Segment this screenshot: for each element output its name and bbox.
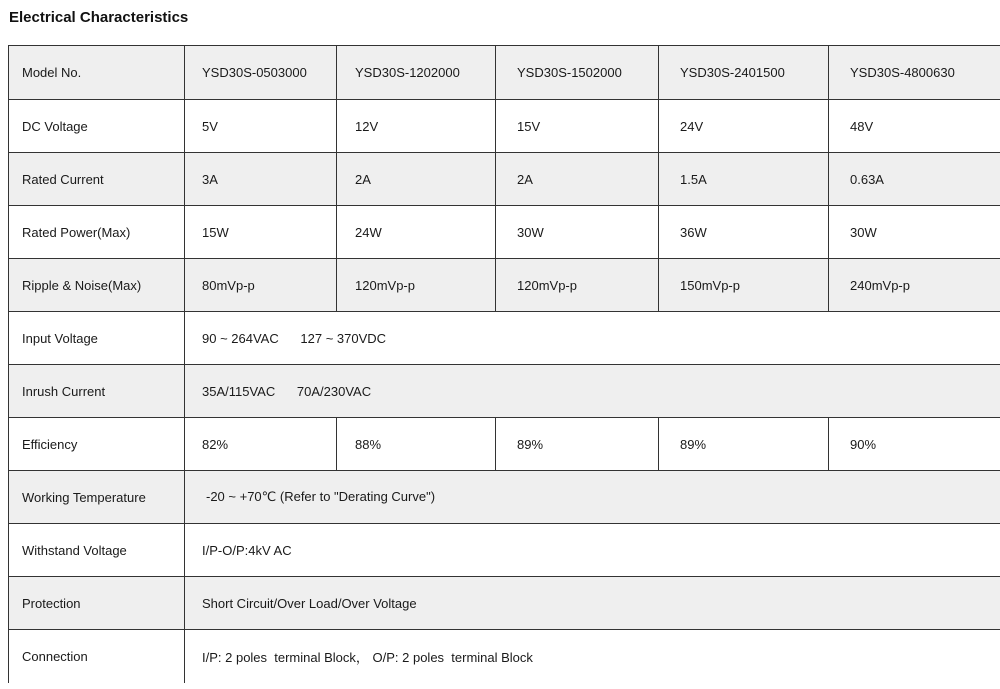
table-row-ripple [8,259,1000,312]
ripple-cell-3: 120mVp-p [495,259,658,311]
efficiency-cell-2: 88% [336,418,495,470]
row-label-model: Model No. [22,65,82,80]
table-row-input-voltage [8,312,1000,365]
row-label-inrush: Inrush Current [22,383,106,399]
table-row-inrush [8,365,1000,418]
row-label-working-temperature: Working Temperature [22,489,146,505]
table-row-model [8,46,1000,100]
table-row-working-temperature [8,471,1000,524]
dc-voltage-cell-4: 24V [658,100,828,152]
table-row-protection [8,577,1000,630]
table-row-connection [8,630,1000,683]
connection-value: I/P: 2 poles terminal Block， O/P: 2 poles terminal Block [184,630,1000,683]
rated-power-cell-2: 24W [336,206,495,258]
rated-power-cell-4: 36W [658,206,828,258]
section-title: Electrical Characteristics [9,9,189,26]
model-cell-2: YSD30S-1202000 [336,46,495,99]
model-cell-5: YSD30S-4800630 [828,46,1000,99]
working-temperature-value: -20 ~ +70℃ (Refer to "Derating Curve") [184,471,1000,523]
efficiency-cell-5: 90% [828,418,1000,470]
rated-current-cell-4: 1.5A [658,153,828,205]
ripple-cell-2: 120mVp-p [336,259,495,311]
table-row-rated-power [8,206,1000,259]
model-cell-4: YSD30S-2401500 [658,46,828,99]
efficiency-cell-3: 89% [495,418,658,470]
row-label-rated-power: Rated Power(Max) [22,224,131,240]
row-label-connection: Connection [22,649,88,664]
dc-voltage-cell-2: 12V [336,100,495,152]
row-label-ripple: Ripple & Noise(Max) [22,277,142,293]
model-cell-1: YSD30S-0503000 [184,46,336,99]
rated-current-cell-3: 2A [495,153,658,205]
electrical-characteristics-table [8,45,1000,683]
table-row-withstand-voltage [8,524,1000,577]
efficiency-cell-1: 82% [184,418,336,470]
inrush-current-value: 35A/115VAC 70A/230VAC [184,365,1000,417]
rated-power-cell-3: 30W [495,206,658,258]
table-row-efficiency [8,418,1000,471]
efficiency-cell-4: 89% [658,418,828,470]
dc-voltage-cell-3: 15V [495,100,658,152]
model-cell-3: YSD30S-1502000 [495,46,658,99]
table-row-dc-voltage [8,100,1000,153]
rated-current-cell-1: 3A [184,153,336,205]
ripple-cell-4: 150mVp-p [658,259,828,311]
rated-power-cell-1: 15W [184,206,336,258]
protection-value: Short Circuit/Over Load/Over Voltage [184,577,1000,629]
row-label-dc-voltage: DC Voltage [22,118,88,134]
rated-power-cell-5: 30W [828,206,1000,258]
row-label-withstand-voltage: Withstand Voltage [22,542,127,558]
ripple-cell-1: 80mVp-p [184,259,336,311]
table-row-rated-current [8,153,1000,206]
row-label-input-voltage: Input Voltage [22,330,98,346]
input-voltage-value: 90 ~ 264VAC 127 ~ 370VDC [184,312,1000,364]
row-label-rated-current: Rated Current [22,171,104,187]
dc-voltage-cell-1: 5V [184,100,336,152]
ripple-cell-5: 240mVp-p [828,259,1000,311]
rated-current-cell-2: 2A [336,153,495,205]
withstand-voltage-value: I/P-O/P:4kV AC [184,524,1000,576]
row-label-protection: Protection [22,595,81,611]
row-label-efficiency: Efficiency [22,436,78,452]
dc-voltage-cell-5: 48V [828,100,1000,152]
rated-current-cell-5: 0.63A [828,153,1000,205]
